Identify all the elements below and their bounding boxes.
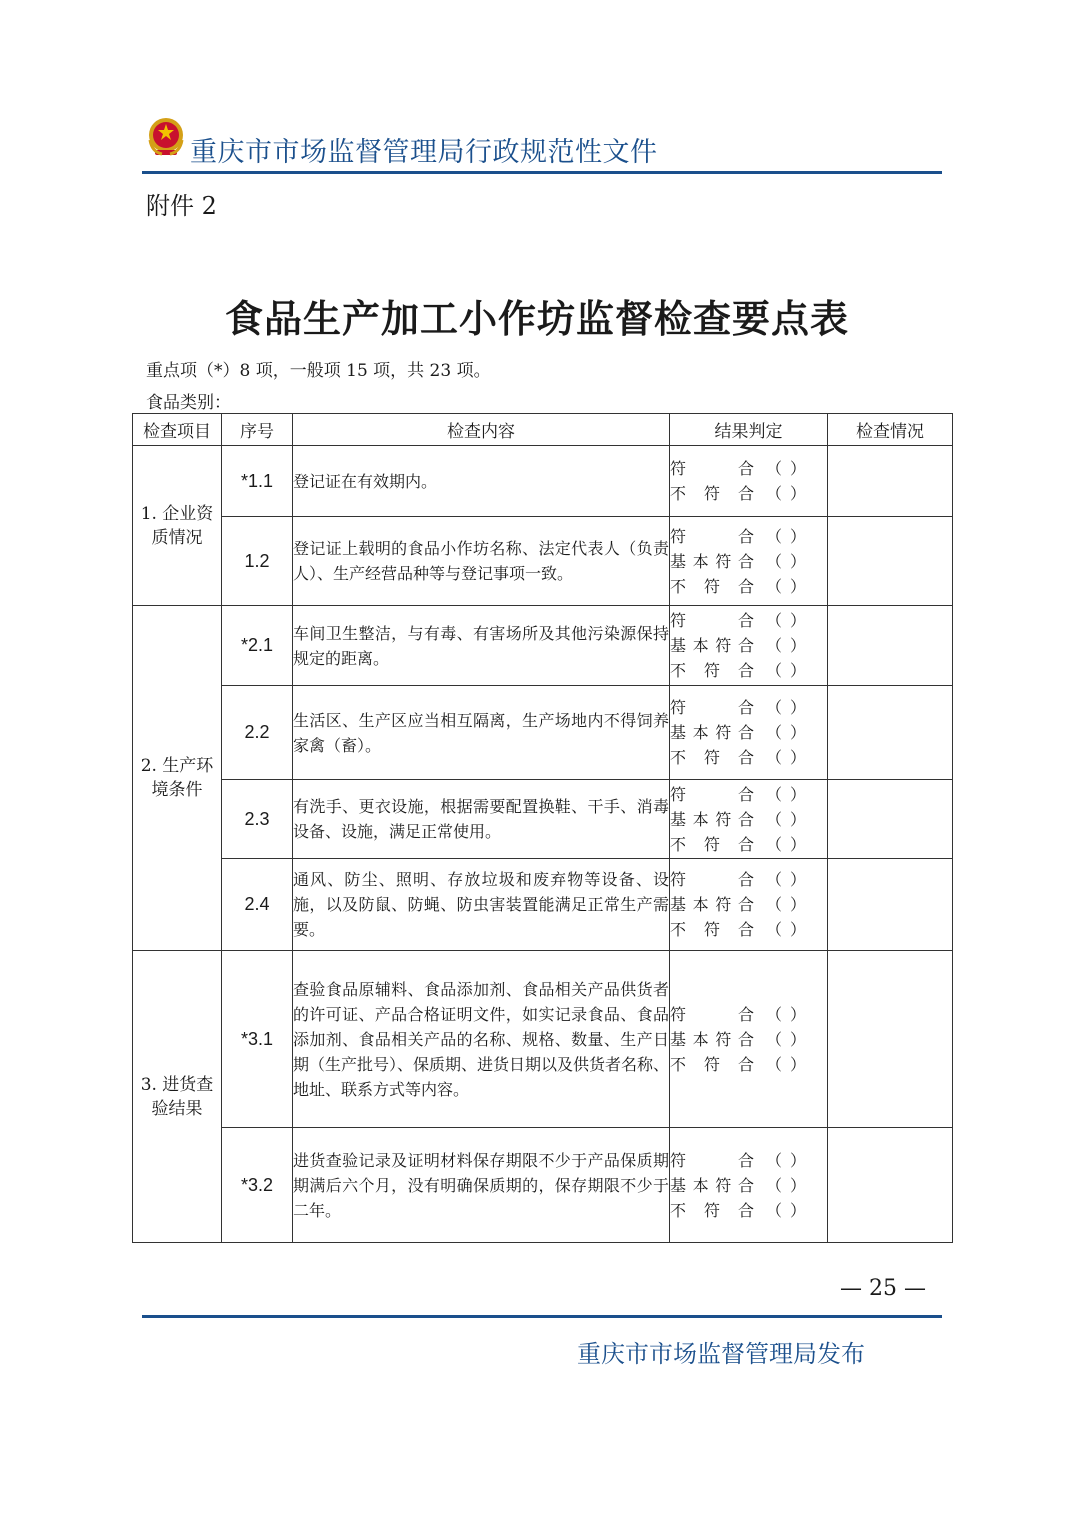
paren-close: ） (789, 1004, 806, 1024)
result-option-conform[interactable] (670, 1148, 806, 1173)
table-row (133, 1128, 953, 1243)
paren-open: （ (766, 661, 783, 680)
row-content: 车间卫生整洁，与有毒、有害场所及其他污染源保持规定的距离。 (293, 606, 670, 686)
paren-open: （ (766, 1175, 783, 1195)
row-content: 查验食品原辅料、食品添加剂、食品相关产品供货者的许可证、产品合格证明文件，如实记录食品、食品添加剂、食品相关产品的名称、规格、数量、生产日期（生产批号）、保质期、进货日期以及供货者名称、地址、联系方式等内容。 (293, 951, 670, 1128)
row-number: *1.1 (222, 446, 293, 517)
result-option-nonconform[interactable] (670, 1052, 806, 1077)
row-content: 登记证在有效期内。 (293, 446, 670, 517)
paren-open: （ (766, 1029, 783, 1049)
result-checkbox[interactable] (766, 456, 806, 481)
result-checkbox[interactable] (766, 917, 806, 942)
result-option-label: 符 合 (670, 698, 754, 717)
result-cell (670, 517, 828, 606)
result-option-label: 符 合 (670, 459, 754, 478)
paren-open: （ (766, 484, 783, 503)
result-option-label: 基本符合 (670, 1029, 754, 1049)
paren-open: （ (766, 1054, 783, 1074)
table-row (133, 517, 953, 606)
result-option-conform[interactable] (670, 1002, 806, 1027)
result-option-conform[interactable] (670, 695, 806, 720)
result-checkbox[interactable] (766, 633, 806, 658)
result-option-label: 不 符 合 (670, 1054, 754, 1074)
paren-close: ） (789, 1200, 806, 1220)
paren-close: ） (789, 484, 806, 503)
paren-close: ） (789, 1175, 806, 1195)
paren-open: （ (766, 636, 783, 655)
group-name: 1. 企业资质情况 (133, 446, 222, 606)
paren-close: ） (789, 636, 806, 655)
result-checkbox[interactable] (766, 720, 806, 745)
paren-close: ） (789, 1029, 806, 1049)
result-cell (670, 859, 828, 951)
status-cell[interactable] (828, 780, 953, 859)
result-option-label: 符 合 (670, 526, 754, 546)
header-status: 检查情况 (828, 414, 953, 446)
paren-open: （ (766, 551, 783, 571)
paren-close: ） (789, 920, 806, 939)
result-option-label: 不 符 合 (670, 834, 754, 854)
row-content: 通风、防尘、照明、存放垃圾和废弃物等设备、设施，以及防鼠、防蝇、防虫害装置能满足正常生产需要。 (293, 859, 670, 951)
result-checkbox[interactable] (766, 832, 806, 857)
paren-open: （ (766, 1004, 783, 1024)
status-cell[interactable] (828, 1128, 953, 1243)
paren-open: （ (766, 1200, 783, 1220)
header-result: 结果判定 (670, 414, 828, 446)
result-option-label: 符 合 (670, 1004, 754, 1024)
paren-close: ） (789, 809, 806, 829)
paren-open: （ (766, 723, 783, 742)
result-option-label: 符 合 (670, 1150, 754, 1170)
result-option-label: 基本符合 (670, 895, 754, 914)
result-checkbox[interactable] (766, 807, 806, 832)
paren-open: （ (766, 576, 783, 596)
result-option-basic[interactable] (670, 720, 806, 745)
paren-close: ） (789, 723, 806, 742)
result-option-nonconform[interactable] (670, 658, 806, 683)
status-cell[interactable] (828, 606, 953, 686)
status-cell[interactable] (828, 951, 953, 1128)
paren-open: （ (766, 784, 783, 804)
header-rule (142, 171, 942, 174)
page-number: — 25 — (840, 1276, 926, 1301)
summary-text: 重点项（*）8 项，一般项 15 项，共 23 项。 (146, 361, 491, 381)
inspection-table (132, 413, 953, 1243)
row-content: 有洗手、更衣设施，根据需要配置换鞋、干手、消毒设备、设施，满足正常使用。 (293, 780, 670, 859)
row-number: 1.2 (222, 517, 293, 606)
result-option-label: 基本符合 (670, 723, 754, 742)
status-cell[interactable] (828, 446, 953, 517)
result-option-nonconform[interactable] (670, 832, 806, 857)
result-checkbox[interactable] (766, 892, 806, 917)
result-option-conform[interactable] (670, 782, 806, 807)
paren-close: ） (789, 784, 806, 804)
document-title: 食品生产加工小作坊监督检查要点表 (224, 297, 849, 341)
result-checkbox[interactable] (766, 1027, 806, 1052)
result-cell (670, 951, 828, 1128)
result-checkbox[interactable] (766, 782, 806, 807)
result-checkbox[interactable] (766, 481, 806, 506)
header-content: 检查内容 (293, 414, 670, 446)
result-option-nonconform[interactable] (670, 917, 806, 942)
result-cell (670, 1128, 828, 1243)
result-option-conform[interactable] (670, 524, 806, 549)
result-checkbox[interactable] (766, 524, 806, 549)
paren-close: ） (789, 1150, 806, 1170)
result-checkbox[interactable] (766, 549, 806, 574)
result-option-basic[interactable] (670, 549, 806, 574)
group-name: 2. 生产环境条件 (133, 606, 222, 951)
result-option-label: 不 符 合 (670, 1200, 754, 1220)
paren-close: ） (789, 870, 806, 889)
paren-close: ） (789, 1054, 806, 1074)
paren-close: ） (789, 576, 806, 596)
row-number: 2.4 (222, 859, 293, 951)
result-option-conform[interactable] (670, 867, 806, 892)
result-option-label: 不 符 合 (670, 484, 754, 503)
result-cell (670, 686, 828, 780)
result-option-conform[interactable] (670, 608, 806, 633)
result-option-label: 符 合 (670, 611, 754, 630)
table-header-row (133, 414, 953, 446)
result-cell (670, 606, 828, 686)
result-cell (670, 780, 828, 859)
paren-close: ） (789, 459, 806, 478)
result-checkbox[interactable] (766, 745, 806, 770)
result-option-label: 基本符合 (670, 1175, 754, 1195)
national-emblem-icon (146, 116, 186, 158)
paren-open: （ (766, 920, 783, 939)
paren-close: ） (789, 698, 806, 717)
row-number: *3.1 (222, 951, 293, 1128)
paren-close: ） (789, 526, 806, 546)
paren-open: （ (766, 459, 783, 478)
result-option-label: 基本符合 (670, 636, 754, 655)
result-option-basic[interactable] (670, 807, 806, 832)
result-option-label: 不 符 合 (670, 576, 754, 596)
result-option-label: 不 符 合 (670, 920, 754, 939)
result-checkbox[interactable] (766, 1002, 806, 1027)
result-checkbox[interactable] (766, 867, 806, 892)
result-option-nonconform[interactable] (670, 1198, 806, 1223)
table-row (133, 606, 953, 686)
header-title: 重庆市市场监督管理局行政规范性文件 (190, 137, 658, 168)
result-checkbox[interactable] (766, 1198, 806, 1223)
row-content: 生活区、生产区应当相互隔离，生产场地内不得饲养家禽（畜）。 (293, 686, 670, 780)
header-number: 序号 (222, 414, 293, 446)
paren-open: （ (766, 834, 783, 854)
status-cell[interactable] (828, 686, 953, 780)
row-number: 2.2 (222, 686, 293, 780)
paren-open: （ (766, 611, 783, 630)
result-checkbox[interactable] (766, 1173, 806, 1198)
row-number: *2.1 (222, 606, 293, 686)
paren-open: （ (766, 748, 783, 767)
result-cell (670, 446, 828, 517)
category-label: 食品类别： (146, 393, 231, 413)
table-row (133, 780, 953, 859)
result-option-label: 不 符 合 (670, 661, 754, 680)
paren-open: （ (766, 526, 783, 546)
result-option-label: 符 合 (670, 784, 754, 804)
result-checkbox[interactable] (766, 658, 806, 683)
result-option-basic[interactable] (670, 1027, 806, 1052)
header-item: 检查项目 (133, 414, 222, 446)
paren-close: ） (789, 611, 806, 630)
result-option-basic[interactable] (670, 633, 806, 658)
result-option-label: 基本符合 (670, 551, 754, 571)
paren-open: （ (766, 895, 783, 914)
result-option-label: 不 符 合 (670, 748, 754, 767)
result-option-label: 符 合 (670, 870, 754, 889)
table-row (133, 446, 953, 517)
paren-open: （ (766, 870, 783, 889)
row-content: 登记证上载明的食品小作坊名称、法定代表人（负责人）、生产经营品种等与登记事项一致。 (293, 517, 670, 606)
result-checkbox[interactable] (766, 695, 806, 720)
row-number: 2.3 (222, 780, 293, 859)
table-row (133, 859, 953, 951)
result-checkbox[interactable] (766, 608, 806, 633)
status-cell[interactable] (828, 517, 953, 606)
paren-close: ） (789, 834, 806, 854)
status-cell[interactable] (828, 859, 953, 951)
table-row (133, 686, 953, 780)
result-checkbox[interactable] (766, 1052, 806, 1077)
result-option-basic[interactable] (670, 1173, 806, 1198)
result-option-nonconform[interactable] (670, 481, 806, 506)
footer-publisher: 重庆市市场监督管理局发布 (577, 1340, 865, 1368)
paren-close: ） (789, 551, 806, 571)
group-name: 3. 进货查验结果 (133, 951, 222, 1243)
paren-open: （ (766, 698, 783, 717)
result-option-conform[interactable] (670, 456, 806, 481)
row-number: *3.2 (222, 1128, 293, 1243)
attachment-label: 附件 2 (146, 192, 217, 220)
table-row (133, 951, 953, 1128)
result-option-basic[interactable] (670, 892, 806, 917)
row-content: 进货查验记录及证明材料保存期限不少于产品保质期期满后六个月，没有明确保质期的，保存期限不少于二年。 (293, 1128, 670, 1243)
result-option-label: 基本符合 (670, 809, 754, 829)
result-option-nonconform[interactable] (670, 745, 806, 770)
result-option-nonconform[interactable] (670, 574, 806, 599)
paren-close: ） (789, 748, 806, 767)
paren-close: ） (789, 895, 806, 914)
result-checkbox[interactable] (766, 574, 806, 599)
paren-open: （ (766, 1150, 783, 1170)
paren-close: ） (789, 661, 806, 680)
result-checkbox[interactable] (766, 1148, 806, 1173)
footer-rule (142, 1315, 942, 1318)
paren-open: （ (766, 809, 783, 829)
